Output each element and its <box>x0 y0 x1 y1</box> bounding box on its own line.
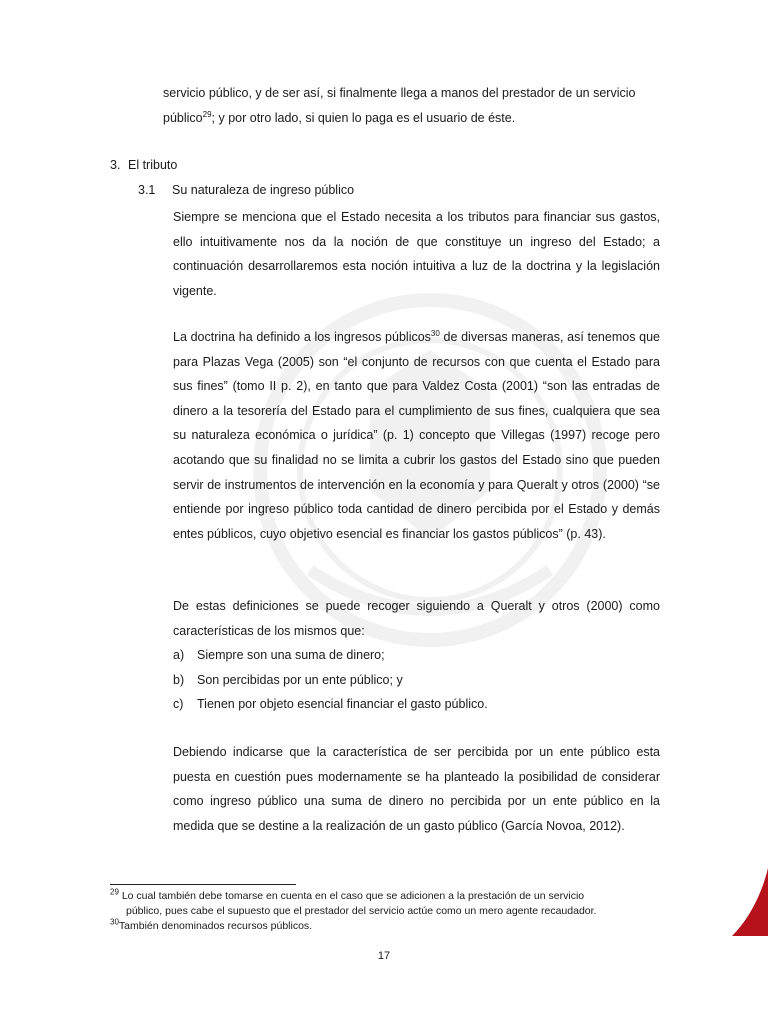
list-item: b) Son percibidas por un ente público; y <box>173 672 403 687</box>
characteristics-list <box>173 643 488 717</box>
footnote-ref-30[interactable]: 30 <box>430 328 440 338</box>
section-heading-3: 3. El tributo <box>110 158 178 172</box>
continuation-paragraph: servicio público, y de ser así, si finalmente llega a manos del prestador de un servicio público$^{29}$; y por otro lado, si quien lo paga es el usuario de éste. <box>163 86 636 125</box>
list-item: a) Siempre son una suma de dinero; <box>173 648 385 662</box>
footnote-30: $^{30}$También denominados recursos públicos. <box>110 917 313 932</box>
subsection-heading-3-1: 3.1 Su naturaleza de ingreso público <box>138 183 355 197</box>
paragraph-3: De estas definiciones se puede recoger siguiendo a Queralt y otros (2000) como características de los mismos que: <box>173 599 660 638</box>
footnote-ref-29[interactable]: 29 <box>202 109 212 119</box>
paragraph-4: Debiendo indicarse que la característica de ser percibida por un ente público esta puesta en cuestión pues modernamente se ha planteado la posibilidad de considerar como ingreso público una suma de dinero no percibida por un ente público en la medida que se destine a la realización de un gasto público (García Novoa, 2012). <box>173 745 660 833</box>
paragraph-2: La doctrina ha definido a los ingresos públicos$^{30}$ de diversas maneras, así tenemos que para Plazas Vega (2005) son “el conjunto de recursos con que cuenta el Estado para sus fines” (tomo II p. 2), en tanto que para Valdez Costa (2001) “son las entradas de dinero a la tesorería del Estado para el cumplimiento de sus fines, cualquiera que sea su naturaleza económica o jurídica” (p. 1) concepto que Villegas (1997) recoge pero acotando que su finalidad no se limita a cubrir los gastos del Estado sino que pueden servir de instrumentos de intervención en la economía y para Queralt y otros (2000) “se entiende por ingreso público toda cantidad de dinero percibida por el Estado y demás entes públicos, cuyo objetivo esencial es financiar los gastos públicos” (p. 43). <box>173 328 660 541</box>
list-item: c) Tienen por objeto esencial financiar el gasto público. <box>173 697 488 712</box>
paragraph-1: Siempre se menciona que el Estado necesita a los tributos para financiar sus gastos, ello intuitivamente nos da la noción de que constituye un ingreso del Estado; a continuación desarrollaremos esta noción intuitiva a luz de la doctrina y la legislación vigente. <box>173 210 660 298</box>
footnote-divider <box>110 884 296 885</box>
page-number: 17 <box>377 950 391 962</box>
footnote-29: $^{29}$ Lo cual también debe tomarse en cuenta en el caso que se adicionen a la prestación de un servicio público, pues cabe el supuesto que el prestador del servicio actúe como un mero agente recaudador. <box>110 887 597 917</box>
